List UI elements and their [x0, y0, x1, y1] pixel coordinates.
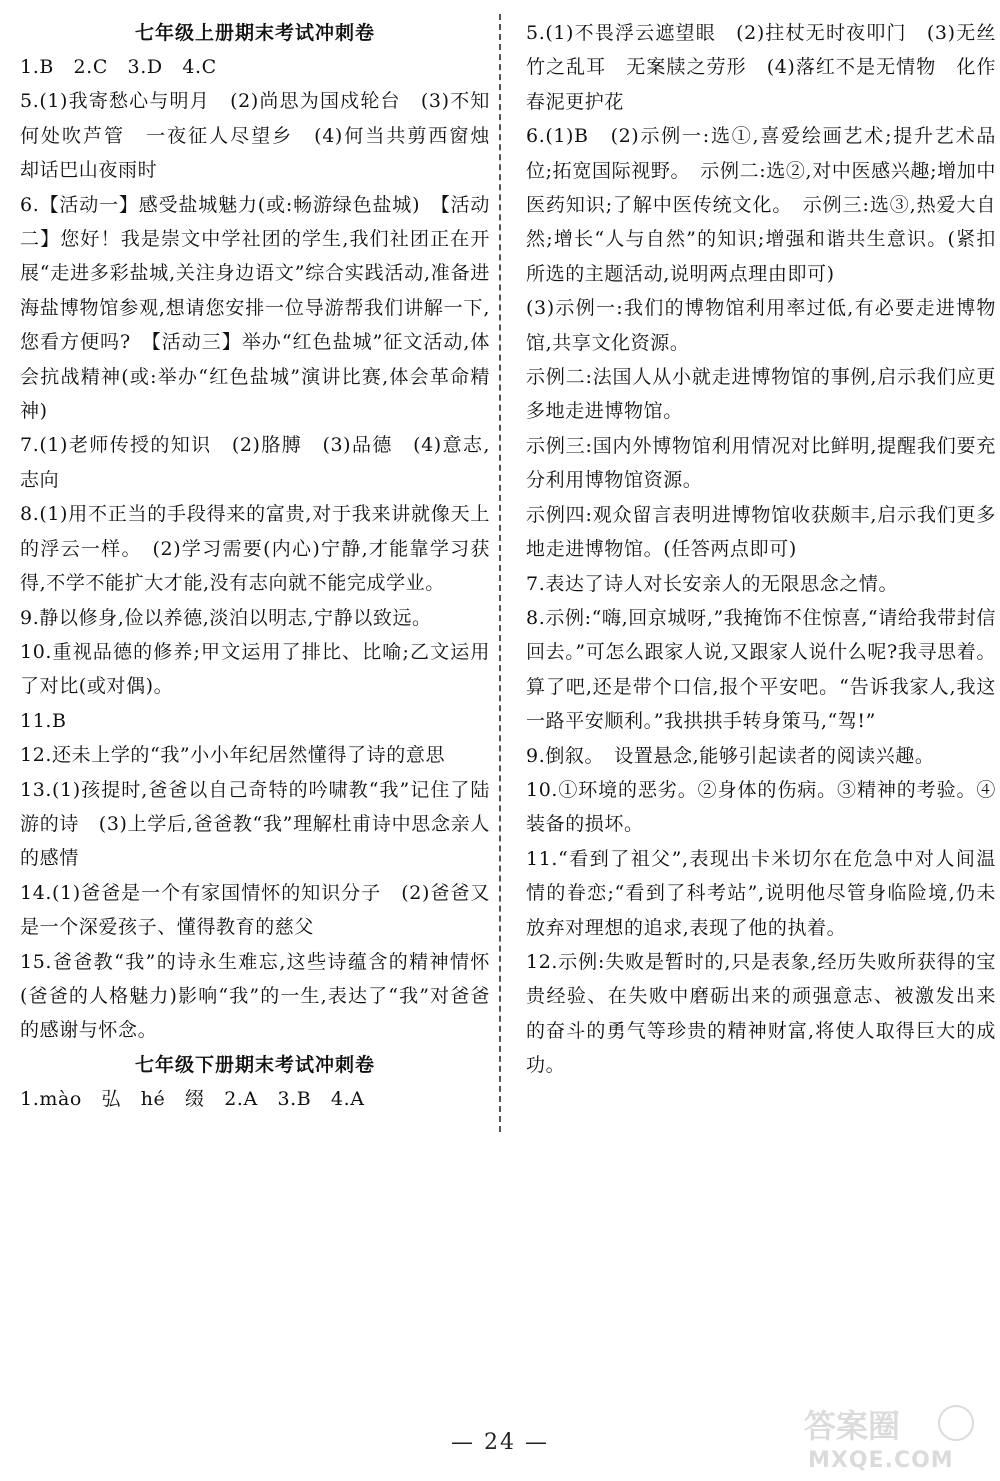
answer-item: 11.B — [20, 709, 67, 732]
answer-item: 1.mào 弘 hé 缀 2.A 3.B 4.A — [20, 1087, 365, 1110]
left-column — [20, 16, 510, 1116]
watermark-top-text: 答案圈 — [804, 1407, 901, 1445]
answer-item: 1.B 2.C 3.D 4.C — [20, 56, 217, 78]
answer-item: 7.表达了诗人对长安亲人的无限思念之情。 — [526, 572, 899, 595]
answer-item: 6.【活动一】感受盐城魅力(或:畅游绿色盐城) 【活动二】您好！我是崇文中学社团的学生,我们社团正在开展“走进多彩盐城,关注身边语文”综合实践活动,准备进海盐博物馆参观,想请您安排一位导游帮我们讲解一下,您看方便吗? 【活动三】举办“红色盐城”征文活动,体会抗战精神(或:举办“红色盐城”演讲比赛,体会革命精神) — [20, 193, 490, 423]
answer-item: 10.①环境的恶劣。②身体的伤病。③精神的考验。④装备的损坏。 — [526, 778, 996, 836]
page-number: — 24 — — [451, 1430, 549, 1455]
answer-item: 5.(1)不畏浮云遮望眼 (2)拄杖无时夜叩门 (3)无丝竹之乱耳 无案牍之劳形 (4)落红不是无情物 化作春泥更护花 — [526, 22, 996, 113]
section-title: 七年级下册期末考试冲刺卷 — [134, 1053, 375, 1076]
answer-item: (3)示例一:我们的博物馆利用率过低,有必要走进博物馆,共享文化资源。 — [526, 297, 996, 354]
answer-item: 8.(1)用不正当的手段得来的富贵,对于我来讲就像天上的浮云一样。 (2)学习需要(内心)宁静,才能靠学习获得,不学不能扩大才能,没有志向就不能完成学业。 — [20, 503, 490, 595]
answer-item: 10.重视品德的修养;甲文运用了排比、比喻;乙文运用了对比(或对偶)。 — [20, 640, 490, 698]
column-divider — [499, 14, 501, 1132]
answer-item: 8.示例:“嗨,回京城呀,”我掩饰不住惊喜,“请给我带封信回去。”可怎么跟家人说,又跟家人说什么呢?我寻思着。算了吧,还是带个口信,报个平安吧。“告诉我家人,我这一路平安顺利。”我拱拱手转身策马,“驾!” — [526, 606, 996, 733]
watermark-logo — [796, 1401, 986, 1473]
answer-item: 13.(1)孩提时,爸爸以自己奇特的吟啸教“我”记住了陆游的诗 (3)上学后,爸爸教“我”理解杜甫诗中思念亲人的感情 — [20, 778, 490, 870]
answer-item: 15.爸爸教“我”的诗永生难忘,这些诗蕴含的精神情怀(爸爸的人格魅力)影响“我”的一生,表达了“我”对爸爸的感谢与怀念。 — [20, 950, 490, 1042]
answer-item: 9.倒叙。 设置悬念,能够引起读者的阅读兴趣。 — [526, 744, 935, 767]
answer-item: 6.(1)B (2)示例一:选①,喜爱绘画艺术;提升艺术品位;拓宽国际视野。 示例二:选②,对中医感兴趣;增加中医药知识;了解中医传统文化。 示例三:选③,热爱大自然;增长“人与自然”的知识;增强和谐共生意识。(紧扣所选的主题活动,说明两点理由即可) — [526, 125, 996, 285]
answer-item: 7.(1)老师传授的知识 (2)胳膊 (3)品德 (4)意志,志向 — [20, 434, 490, 491]
answer-item: 5.(1)我寄愁心与明月 (2)尚思为国戍轮台 (3)不知何处吹芦管 一夜征人尽望乡 (4)何当共剪西窗烛 却话巴山夜雨时 — [20, 90, 510, 182]
section-title: 七年级上册期末考试冲刺卷 — [134, 22, 375, 44]
answer-item: 9.静以修身,俭以养德,淡泊以明志,宁静以致远。 — [20, 606, 432, 629]
answer-item: 示例四:观众留言表明进博物馆收获颇丰,启示我们更多地走进博物馆。(任答两点即可) — [526, 503, 996, 561]
answer-item: 11.“看到了祖父”,表现出卡米切尔在危急中对人间温情的眷恋;“看到了科考站”,说明他尽管身临险境,仍未放弃对理想的追求,表现了他的执着。 — [526, 847, 996, 939]
answer-item: 12.还未上学的“我”小小年纪居然懂得了诗的意思 — [20, 744, 446, 767]
right-column — [526, 16, 996, 1083]
answer-item: 示例二:法国人从小就走进博物馆的事例,启示我们应更多地走进博物馆。 — [526, 366, 996, 423]
answer-item: 示例三:国内外博物馆利用情况对比鲜明,提醒我们要充分利用博物馆资源。 — [526, 434, 996, 492]
answer-item: 14.(1)爸爸是一个有家国情怀的知识分子 (2)爸爸又是一个深爱孩子、懂得教育的慈父 — [20, 881, 490, 939]
answer-item: 12.示例:失败是暂时的,只是表象,经历失败所获得的宝贵经验、在失败中磨砺出来的顽强意志、被激发出来的奋斗的勇气等珍贵的精神财富,将使人取得巨大的成功。 — [526, 950, 996, 1077]
watermark-bottom-text: MXQE.COM — [808, 1448, 954, 1473]
